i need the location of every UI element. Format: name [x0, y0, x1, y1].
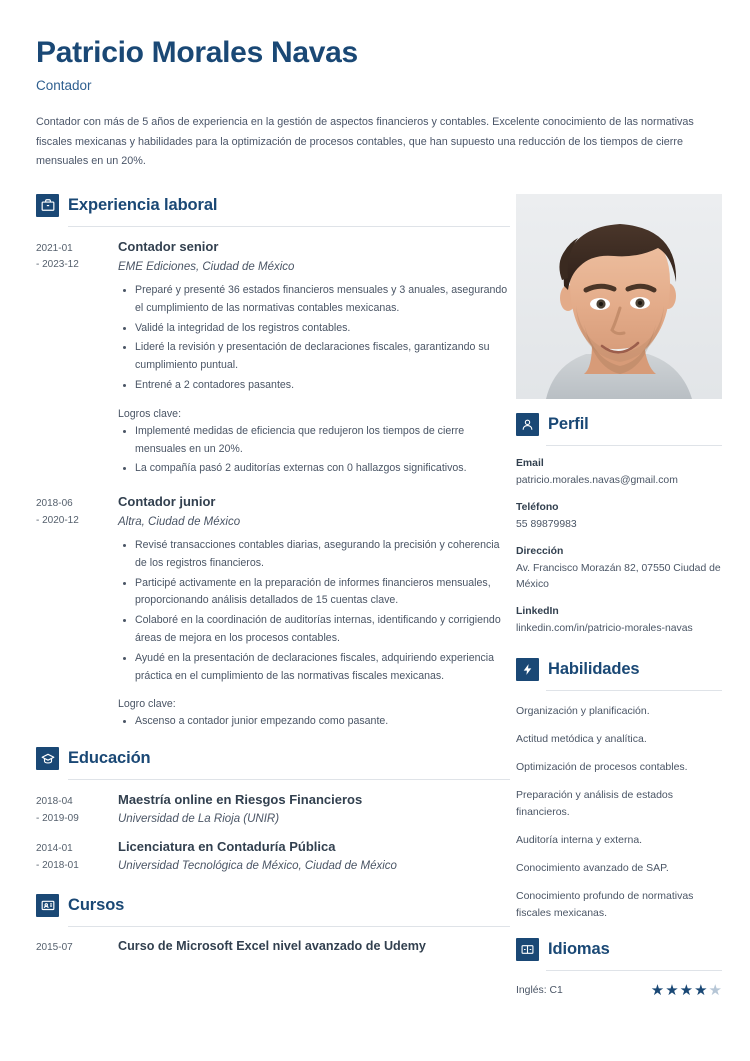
entry-degree-title: Maestría online en Riesgos Financieros [118, 792, 363, 808]
list-item: Colaboré en la coordinación de auditorías internas, identificando y corrigiendo áreas de mejora en los procesos contables. [120, 612, 510, 648]
section-skills [516, 658, 722, 921]
avatar [516, 194, 722, 399]
list-item: Organización y planificación. [516, 704, 650, 717]
course-entry [36, 939, 510, 957]
list-item: Ascenso a contador junior empezando como pasante. [120, 713, 510, 731]
field-value[interactable]: 55 89879983 [516, 519, 577, 531]
section-education [36, 747, 510, 874]
section-divider [546, 690, 722, 691]
section-header-languages [516, 938, 722, 961]
section-profile [516, 413, 722, 638]
star-icon-empty: ★ [708, 981, 722, 999]
entry-achievement-list [120, 713, 510, 731]
section-header-education [36, 747, 510, 770]
section-header-courses [36, 894, 510, 917]
job-title-subtitle: Contador [36, 78, 92, 93]
section-header-skills [516, 658, 722, 681]
entry-content [118, 792, 510, 827]
date-start: 2015-07 [36, 942, 73, 954]
list-item: Participé activamente en la preparación de informes financieros mensuales, proporcionando análisis detallados de 15 cuentas clave. [120, 575, 510, 611]
profile-field-email [516, 458, 722, 489]
section-divider [68, 226, 510, 227]
achievements-label: Logros clave: [118, 407, 182, 420]
presentation-icon [36, 894, 59, 917]
list-item: Preparación y análisis de estados financieros. [516, 789, 674, 818]
list-item: Preparé y presenté 36 estados financieros mensuales y 3 anuales, asegurando el cumplimiento de las normativas contables mexicanas. [120, 282, 510, 318]
list-item: Conocimiento avanzado de SAP. [516, 862, 669, 875]
section-header-profile [516, 413, 722, 436]
entry-organization: Altra, Ciudad de México [118, 516, 241, 529]
lightning-bolt-icon [516, 658, 539, 681]
section-title-skills: Habilidades [548, 659, 640, 678]
profile-field-linkedin [516, 606, 722, 637]
entry-job-title: Contador junior [118, 494, 216, 510]
field-label: Teléfono [516, 502, 559, 514]
sidebar-column [516, 194, 722, 1015]
date-start: 2018-04 [36, 796, 73, 808]
entry-date-range [36, 839, 118, 874]
list-item: Optimización de procesos contables. [516, 761, 688, 774]
entry-job-title: Contador senior [118, 238, 219, 254]
profile-field-address [516, 546, 722, 593]
entry-date-range [36, 792, 118, 827]
section-courses [36, 894, 510, 957]
field-value[interactable]: linkedin.com/in/patricio-morales-navas [516, 623, 693, 635]
field-label: Dirección [516, 546, 564, 558]
achievements-label: Logro clave: [118, 698, 176, 711]
entry-content [118, 839, 510, 874]
two-column-layout [36, 194, 722, 1015]
section-divider [546, 970, 722, 971]
list-item: Validé la integridad de los registros contables. [120, 320, 510, 338]
date-end: - 2023-12 [36, 259, 79, 271]
language-rating-stars [651, 983, 722, 998]
list-item: Actitud metódica y analítica. [516, 732, 647, 745]
date-end: - 2019-09 [36, 812, 79, 824]
entry-institution: Universidad Tecnológica de México, Ciudad de México [118, 860, 397, 873]
language-row [516, 983, 722, 998]
date-start: 2014-01 [36, 843, 73, 855]
list-item: Entrené a 2 contadores pasantes. [120, 377, 510, 395]
section-title-courses: Cursos [68, 896, 125, 915]
entry-achievement-list [120, 423, 510, 478]
resume-header [36, 36, 716, 172]
entry-degree-title: Licenciatura en Contaduría Pública [118, 839, 336, 855]
field-label: Email [516, 457, 544, 469]
language-name: Inglés: C1 [516, 984, 563, 996]
date-start: 2021-01 [36, 242, 73, 254]
section-title-education: Educación [68, 749, 151, 768]
entry-course-title: Curso de Microsoft Excel nivel avanzado de Udemy [118, 939, 426, 954]
entry-organization: EME Ediciones, Ciudad de México [118, 260, 295, 273]
section-divider [68, 779, 510, 780]
date-end: - 2018-01 [36, 859, 79, 871]
section-title-profile: Perfil [548, 414, 589, 433]
field-value: Av. Francisco Morazán 82, 07550 Ciudad de México [516, 563, 721, 591]
professional-summary: Contador con más de 5 años de experiencia en la gestión de aspectos financieros y contables. Excelente conocimiento de las normativas fiscales mexicanas y habilidades para la optimización de procesos contables, que han supuesto una reducción de los tiempos de cierre mensuales en un 20%. [36, 116, 694, 168]
field-label: LinkedIn [516, 606, 559, 618]
list-item: Ayudé en la presentación de declaraciones fiscales, adquiriendo experiencia práctica en el cumplimiento de las normativas fiscales mexicanas. [120, 650, 510, 686]
briefcase-icon [36, 194, 59, 217]
section-divider [546, 445, 722, 446]
entry-date-range [36, 239, 118, 480]
entry-bullet-list [120, 537, 510, 685]
star-icon: ★ [650, 981, 665, 999]
entry-institution: Universidad de La Rioja (UNIR) [118, 813, 280, 826]
entry-content [118, 939, 510, 957]
page-title: Patricio Morales Navas [36, 36, 358, 69]
star-icon: ★ [679, 981, 694, 999]
entry-date-range [36, 494, 118, 733]
graduation-cap-icon [36, 747, 59, 770]
list-item: Revisé transacciones contables diarias, asegurando la precisión y coherencia de los registros financieros. [120, 537, 510, 573]
date-start: 2018-06 [36, 498, 73, 510]
date-end: - 2020-12 [36, 514, 79, 526]
section-title-experience: Experiencia laboral [68, 195, 218, 214]
list-item: Auditoría interna y externa. [516, 833, 643, 846]
section-experience [36, 194, 510, 733]
list-item: La compañía pasó 2 auditorías externas con 0 hallazgos significativos. [120, 460, 510, 478]
profile-photo-illustration [516, 194, 722, 399]
field-value[interactable]: patricio.morales.navas@gmail.com [516, 474, 678, 486]
section-header-experience [36, 194, 510, 217]
list-item: Conocimiento profundo de normativas fiscales mexicanas. [516, 890, 694, 919]
star-icon: ★ [694, 981, 708, 999]
list-item: Lideré la revisión y presentación de declaraciones fiscales, garantizando su cumplimiento puntual. [120, 339, 510, 375]
main-column [36, 194, 510, 957]
section-title-languages: Idiomas [548, 939, 610, 958]
education-entry [36, 839, 510, 874]
section-divider [68, 926, 510, 927]
language-card-icon [516, 938, 539, 961]
section-languages [516, 938, 722, 998]
experience-entry [36, 494, 510, 733]
list-item: Implementé medidas de eficiencia que redujeron los tiempos de cierre mensuales en un 20%. [120, 423, 510, 459]
star-icon: ★ [665, 981, 679, 999]
experience-entry [36, 239, 510, 480]
entry-content [118, 494, 510, 733]
entry-bullet-list [120, 282, 510, 395]
profile-field-phone [516, 502, 722, 533]
education-entry [36, 792, 510, 827]
person-icon [516, 413, 539, 436]
entry-content [118, 239, 510, 480]
entry-date-range [36, 939, 118, 957]
